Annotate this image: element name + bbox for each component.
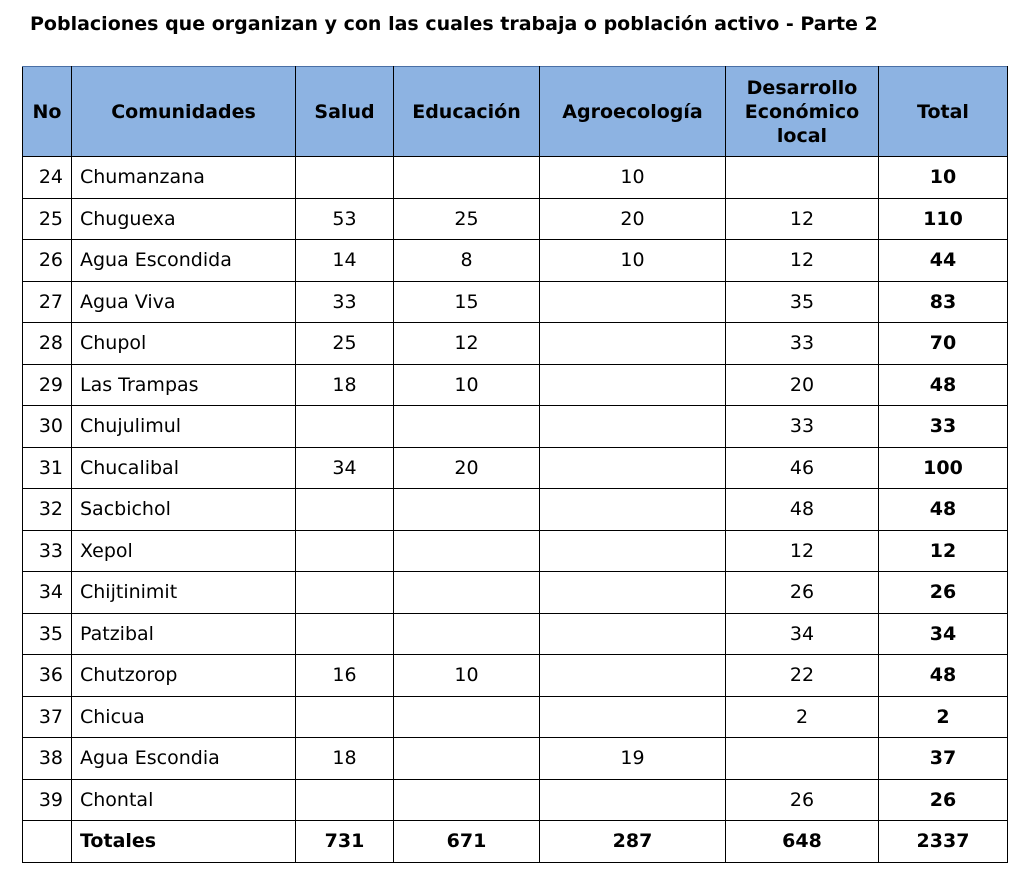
header-desarrollo-line2: Económico (744, 100, 860, 123)
educacion-cell (394, 696, 540, 738)
total-cell: 12 (879, 530, 1008, 572)
agroecologia-cell (540, 489, 726, 531)
totals-agroecologia: 287 (540, 821, 726, 863)
desarrollo-cell: 46 (726, 447, 879, 489)
educacion-cell (394, 572, 540, 614)
comunidad-cell: Patzibal (72, 613, 296, 655)
total-cell: 44 (879, 240, 1008, 282)
comunidad-cell: Agua Escondida (72, 240, 296, 282)
header-no: No (23, 67, 72, 157)
salud-cell (296, 157, 394, 199)
desarrollo-cell: 26 (726, 572, 879, 614)
total-cell: 48 (879, 489, 1008, 531)
totals-desarrollo: 648 (726, 821, 879, 863)
table-row (23, 323, 1008, 365)
total-cell: 83 (879, 281, 1008, 323)
total-cell: 33 (879, 406, 1008, 448)
comunidad-cell: Chicua (72, 696, 296, 738)
educacion-cell (394, 779, 540, 821)
header-comunidades: Comunidades (72, 67, 296, 157)
comunidad-cell: Sacbichol (72, 489, 296, 531)
educacion-cell: 10 (394, 655, 540, 697)
header-total: Total (879, 67, 1008, 157)
desarrollo-cell: 26 (726, 779, 879, 821)
salud-cell: 34 (296, 447, 394, 489)
no-cell: 36 (23, 655, 72, 697)
header-desarrollo (726, 67, 879, 157)
table-row (23, 613, 1008, 655)
table-row (23, 406, 1008, 448)
salud-cell: 33 (296, 281, 394, 323)
no-cell: 33 (23, 530, 72, 572)
header-desarrollo-line1: Desarrollo (746, 76, 858, 99)
header-row (23, 67, 1008, 157)
total-cell: 26 (879, 779, 1008, 821)
agroecologia-cell: 10 (540, 157, 726, 199)
table-row (23, 655, 1008, 697)
table-row (23, 198, 1008, 240)
educacion-cell (394, 613, 540, 655)
header-educacion: Educación (394, 67, 540, 157)
salud-cell (296, 613, 394, 655)
comunidad-cell: Chutzorop (72, 655, 296, 697)
table-row (23, 489, 1008, 531)
comunidad-cell: Chumanzana (72, 157, 296, 199)
totals-salud: 731 (296, 821, 394, 863)
totals-total: 2337 (879, 821, 1008, 863)
comunidad-cell: Xepol (72, 530, 296, 572)
table-row (23, 240, 1008, 282)
desarrollo-cell (726, 738, 879, 780)
agroecologia-cell (540, 281, 726, 323)
desarrollo-cell: 22 (726, 655, 879, 697)
totals-label: Totales (72, 821, 296, 863)
table-header (23, 67, 1008, 157)
total-cell: 48 (879, 655, 1008, 697)
no-cell: 24 (23, 157, 72, 199)
salud-cell: 53 (296, 198, 394, 240)
header-salud: Salud (296, 67, 394, 157)
table-row (23, 364, 1008, 406)
desarrollo-cell: 35 (726, 281, 879, 323)
educacion-cell: 8 (394, 240, 540, 282)
agroecologia-cell (540, 323, 726, 365)
desarrollo-cell: 33 (726, 323, 879, 365)
no-cell: 25 (23, 198, 72, 240)
desarrollo-cell: 33 (726, 406, 879, 448)
educacion-cell (394, 738, 540, 780)
total-cell: 100 (879, 447, 1008, 489)
salud-cell: 18 (296, 738, 394, 780)
total-cell: 110 (879, 198, 1008, 240)
no-cell: 28 (23, 323, 72, 365)
agroecologia-cell (540, 530, 726, 572)
salud-cell (296, 696, 394, 738)
no-cell: 37 (23, 696, 72, 738)
no-cell: 35 (23, 613, 72, 655)
table-row (23, 572, 1008, 614)
comunidad-cell: Las Trampas (72, 364, 296, 406)
salud-cell (296, 779, 394, 821)
comunidad-cell: Chucalibal (72, 447, 296, 489)
salud-cell: 14 (296, 240, 394, 282)
total-cell: 70 (879, 323, 1008, 365)
agroecologia-cell (540, 655, 726, 697)
desarrollo-cell: 20 (726, 364, 879, 406)
table-row (23, 779, 1008, 821)
populations-table (22, 66, 1008, 863)
educacion-cell: 20 (394, 447, 540, 489)
no-cell: 27 (23, 281, 72, 323)
header-agroecologia: Agroecología (540, 67, 726, 157)
no-cell: 32 (23, 489, 72, 531)
header-desarrollo-line3: local (776, 124, 828, 147)
no-cell: 30 (23, 406, 72, 448)
table-row (23, 447, 1008, 489)
total-cell: 10 (879, 157, 1008, 199)
agroecologia-cell (540, 572, 726, 614)
total-cell: 34 (879, 613, 1008, 655)
educacion-cell (394, 406, 540, 448)
total-cell: 26 (879, 572, 1008, 614)
educacion-cell: 10 (394, 364, 540, 406)
desarrollo-cell: 12 (726, 530, 879, 572)
totals-row (23, 821, 1008, 863)
desarrollo-cell: 2 (726, 696, 879, 738)
salud-cell (296, 530, 394, 572)
table-row (23, 738, 1008, 780)
comunidad-cell: Chupol (72, 323, 296, 365)
document-title: Poblaciones que organizan y con las cuales trabaja o población activo - Parte 2 (30, 13, 878, 35)
comunidad-cell: Chijtinimit (72, 572, 296, 614)
table-body (23, 157, 1008, 863)
salud-cell (296, 406, 394, 448)
educacion-cell: 15 (394, 281, 540, 323)
total-cell: 2 (879, 696, 1008, 738)
salud-cell (296, 489, 394, 531)
totals-educacion: 671 (394, 821, 540, 863)
totals-no-cell (23, 821, 72, 863)
comunidad-cell: Chuguexa (72, 198, 296, 240)
agroecologia-cell (540, 696, 726, 738)
desarrollo-cell: 12 (726, 198, 879, 240)
total-cell: 48 (879, 364, 1008, 406)
agroecologia-cell (540, 779, 726, 821)
desarrollo-cell: 34 (726, 613, 879, 655)
table-row (23, 530, 1008, 572)
salud-cell: 16 (296, 655, 394, 697)
desarrollo-cell (726, 157, 879, 199)
educacion-cell: 25 (394, 198, 540, 240)
educacion-cell: 12 (394, 323, 540, 365)
agroecologia-cell: 19 (540, 738, 726, 780)
agroecologia-cell: 20 (540, 198, 726, 240)
educacion-cell (394, 489, 540, 531)
table-row (23, 281, 1008, 323)
no-cell: 38 (23, 738, 72, 780)
salud-cell: 18 (296, 364, 394, 406)
comunidad-cell: Chujulimul (72, 406, 296, 448)
no-cell: 29 (23, 364, 72, 406)
agroecologia-cell (540, 364, 726, 406)
salud-cell (296, 572, 394, 614)
no-cell: 31 (23, 447, 72, 489)
no-cell: 26 (23, 240, 72, 282)
table-row (23, 157, 1008, 199)
agroecologia-cell (540, 447, 726, 489)
educacion-cell (394, 530, 540, 572)
no-cell: 39 (23, 779, 72, 821)
comunidad-cell: Agua Viva (72, 281, 296, 323)
salud-cell: 25 (296, 323, 394, 365)
educacion-cell (394, 157, 540, 199)
desarrollo-cell: 48 (726, 489, 879, 531)
table-row (23, 696, 1008, 738)
desarrollo-cell: 12 (726, 240, 879, 282)
comunidad-cell: Agua Escondia (72, 738, 296, 780)
agroecologia-cell: 10 (540, 240, 726, 282)
total-cell: 37 (879, 738, 1008, 780)
no-cell: 34 (23, 572, 72, 614)
agroecologia-cell (540, 406, 726, 448)
agroecologia-cell (540, 613, 726, 655)
comunidad-cell: Chontal (72, 779, 296, 821)
